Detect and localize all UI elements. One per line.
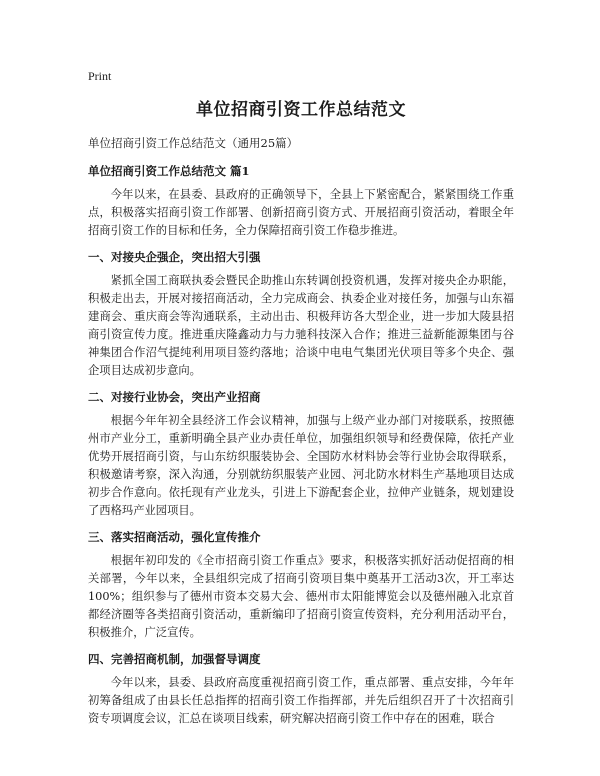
intro-paragraph: 今年以来，在县委、县政府的正确领导下，全县上下紧密配合，紧紧围绕工作重点，积极落实招商引资工作部署、创新招商引资方式、开展招商引资活动，着眼全年招商引资工作的目标和任务，全力保障招商引资工作稳步推进。 xyxy=(88,188,514,237)
section-heading: 一、对接央企强企，突出招大引强 xyxy=(88,250,261,264)
section-paragraph: 紧抓全国工商联执委会暨民企助推山东转调创投资机遇，发挥对接央企办职能，积极走出去，开展对接招商活动，全力完成商会、执委企业对接任务，加强与山东福建商会、重庆商会等沟通联系，主动出击、积极拜访各大型企业，进一步加大陵县招商引资宣传力度。推进重庆隆鑫动力与力驰科技深入合作；推进三益新能源集团与谷神集团合作沼气提纯利用项目签约落地；洽谈中电电气集团光伏项目等多个央企、强企项目达成初步意向。 xyxy=(88,274,514,377)
section-heading: 三、落实招商活动，强化宣传推介 xyxy=(88,530,261,544)
section-paragraph: 根据年初印发的《全市招商引资工作重点》要求，积极落实抓好活动促招商的相关部署，今年以来，全县组织完成了招商引资项目集中奠基开工活动3次，开工率达100%；组织参与了德州市资本交易大会、德州市太阳能博览会以及德州融入北京首都经济圈等各类招商引资活动，重新编印了招商引资宣传资料，充分利用活动平台，积极推介，广泛宣传。 xyxy=(88,554,514,639)
section-heading: 二、对接行业协会，突出产业招商 xyxy=(88,390,261,404)
section-heading: 四、完善招商机制，加强督导调度 xyxy=(88,652,261,666)
section-paragraph: 根据今年年初全县经济工作会议精神，加强与上级产业办部门对接联系，按照德州市产业分工，重新明确全县产业办责任单位，加强组织领导和经费保障，依托产业优势开展招商引资，与山东纺织服装协会、全国防水材料协会等行业协会取得联系，积极邀请考察，深入沟通，分别就纺织服装产业园、河北防水材料生产基地项目达成初步合作意向。依托现有产业龙头，引进上下游配套企业，拉伸产业链条，规划建设了西格玛产业园项目。 xyxy=(88,414,514,517)
section-paragraph: 今年以来，县委、县政府高度重视招商引资工作，重点部署、重点安排，今年年初筹备组成了由县长任总指挥的招商引资工作指挥部，并先后组织召开了十次招商引资专项调度会议，汇总在谈项目线索，研究解决招商引资工作中存在的困难，联合 xyxy=(88,676,514,725)
article-heading: 单位招商引资工作总结范文 篇1 xyxy=(88,164,250,178)
document-title: 单位招商引资工作总结范文 xyxy=(196,100,406,120)
document-subtitle: 单位招商引资工作总结范文（通用25篇） xyxy=(88,136,299,150)
print-label[interactable]: Print xyxy=(88,69,112,83)
